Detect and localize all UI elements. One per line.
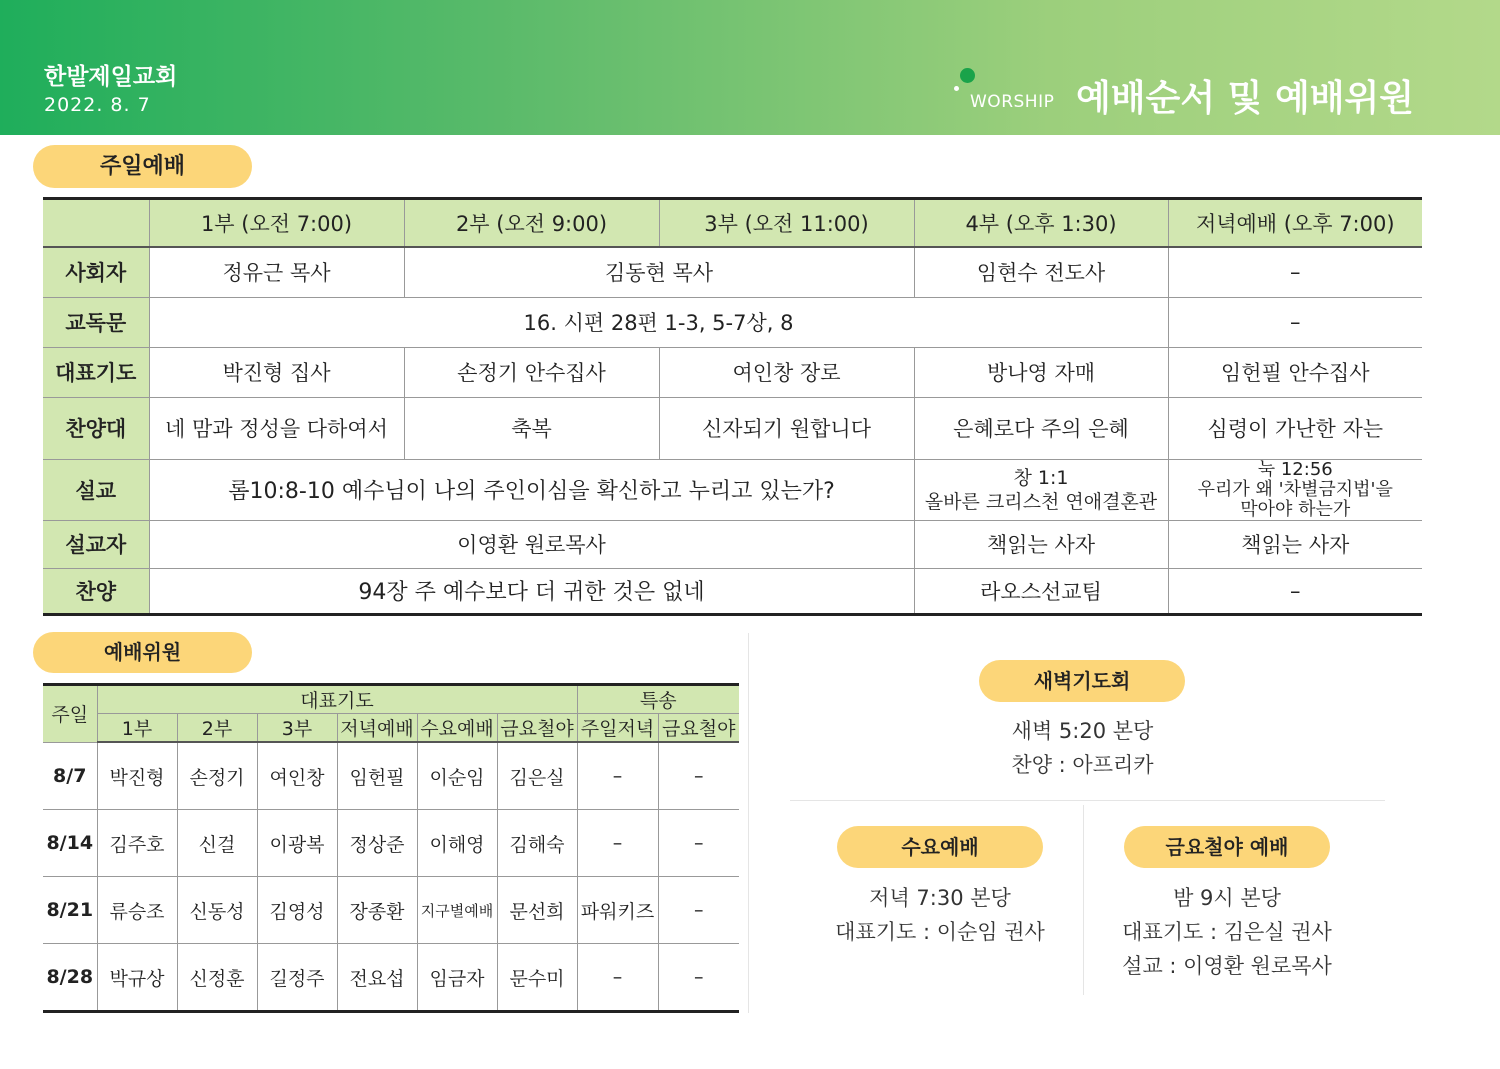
row-label: 사회자 — [43, 247, 149, 297]
table-cell: – — [658, 742, 739, 810]
table-row — [43, 247, 1422, 297]
col-header: 저녁예배 — [337, 714, 417, 743]
row-label: 찬양대 — [43, 397, 149, 459]
table-cell: 정유근 목사 — [149, 247, 404, 297]
committee-table — [43, 683, 739, 1013]
date-cell: 8/21 — [43, 877, 97, 944]
table-row — [43, 742, 739, 810]
friday-service-time: 밤 9시 본당 — [1173, 886, 1281, 910]
table-cell: 여인창 장로 — [659, 347, 914, 397]
table-cell: 김주호 — [97, 810, 177, 877]
white-dot-icon — [954, 86, 959, 91]
table-cell: – — [577, 742, 658, 810]
table-row — [43, 347, 1422, 397]
table-cell: 신정훈 — [177, 944, 257, 1012]
sermon-title: 우리가 왜 '차별금지법'을 — [1197, 478, 1393, 500]
table-cell: 길정주 — [257, 944, 337, 1012]
sermon-verse: 눅 12:56 — [1257, 458, 1333, 480]
wednesday-service-info — [800, 881, 1080, 949]
wednesday-service-time: 저녁 7:30 본당 — [869, 886, 1011, 910]
table-cell: 장종환 — [337, 877, 417, 944]
table-cell: 신동성 — [177, 877, 257, 944]
header-corner — [43, 199, 149, 248]
table-cell: 임헌필 안수집사 — [1168, 347, 1422, 397]
sunday-section-title: 주일예배 — [33, 145, 252, 188]
table-cell: 은혜로다 주의 은혜 — [914, 397, 1168, 459]
table-cell: – — [658, 944, 739, 1012]
table-cell: – — [1168, 297, 1422, 347]
col-header: 주일 — [43, 685, 97, 743]
table-cell — [914, 459, 1168, 520]
page-title: 예배순서 및 예배위원 — [1076, 78, 1415, 119]
table-cell: – — [577, 944, 658, 1012]
table-cell: 방나영 자매 — [914, 347, 1168, 397]
table-cell: 축복 — [404, 397, 659, 459]
table-row — [43, 397, 1422, 459]
table-cell: 김영성 — [257, 877, 337, 944]
table-cell: 임헌필 — [337, 742, 417, 810]
friday-service-title: 금요철야 예배 — [1124, 826, 1330, 868]
sermon-title: 올바른 크리스천 연애결혼관 — [924, 490, 1158, 513]
table-cell: 임현수 전도사 — [914, 247, 1168, 297]
friday-service-prayer: 대표기도 : 김은실 권사 — [1122, 920, 1332, 944]
friday-service-sermon: 설교 : 이영환 원로목사 — [1122, 954, 1332, 978]
table-cell: 박진형 집사 — [149, 347, 404, 397]
dawn-prayer-title: 새벽기도회 — [979, 660, 1185, 702]
table-cell: 류승조 — [97, 877, 177, 944]
table-cell: 책읽는 사자 — [1168, 520, 1422, 568]
friday-service-info — [1087, 881, 1367, 983]
worship-label: WORSHIP — [970, 92, 1055, 112]
table-cell — [1168, 459, 1422, 520]
table-cell: 책읽는 사자 — [914, 520, 1168, 568]
table-cell: 지구별예배 — [417, 877, 497, 944]
row-label: 교독문 — [43, 297, 149, 347]
table-cell: 김은실 — [497, 742, 577, 810]
table-cell: 네 맘과 정성을 다하여서 — [149, 397, 404, 459]
row-label: 대표기도 — [43, 347, 149, 397]
col-header: 주일저녁 — [577, 714, 658, 743]
date-cell: 8/14 — [43, 810, 97, 877]
table-cell: – — [658, 877, 739, 944]
table-cell: 신걸 — [177, 810, 257, 877]
table-cell: – — [1168, 568, 1422, 614]
table-header-row — [43, 199, 1422, 248]
table-cell: 이순임 — [417, 742, 497, 810]
table-cell: 이광복 — [257, 810, 337, 877]
col-header: 금요철야 — [497, 714, 577, 743]
table-row — [43, 877, 739, 944]
table-cell: 롬10:8-10 예수님이 나의 주인이심을 확신하고 누리고 있는가? — [149, 459, 914, 520]
bulletin-date: 2022. 8. 7 — [44, 94, 151, 116]
sermon-title: 막아야 하는가 — [1240, 498, 1351, 520]
table-row — [43, 520, 1422, 568]
col-header: 1부 — [97, 714, 177, 743]
dawn-prayer-time: 새벽 5:20 본당 — [1011, 719, 1154, 743]
dawn-prayer-info — [930, 714, 1235, 782]
table-cell: 박진형 — [97, 742, 177, 810]
table-header-row — [43, 714, 739, 743]
table-cell: 여인창 — [257, 742, 337, 810]
divider — [748, 633, 749, 1013]
table-cell: 문수미 — [497, 944, 577, 1012]
col-header: 3부 (오전 11:00) — [659, 199, 914, 248]
table-cell: 94장 주 예수보다 더 귀한 것은 없네 — [149, 568, 914, 614]
wednesday-service-prayer: 대표기도 : 이순임 권사 — [835, 920, 1045, 944]
table-row — [43, 944, 739, 1012]
committee-section-title: 예배위원 — [33, 632, 252, 673]
row-label: 설교 — [43, 459, 149, 520]
wednesday-service-title: 수요예배 — [837, 826, 1043, 868]
table-cell: 김해숙 — [497, 810, 577, 877]
col-header: 2부 (오전 9:00) — [404, 199, 659, 248]
col-header: 4부 (오후 1:30) — [914, 199, 1168, 248]
row-label: 찬양 — [43, 568, 149, 614]
sunday-service-table — [43, 197, 1422, 616]
table-row — [43, 459, 1422, 520]
col-header: 3부 — [257, 714, 337, 743]
date-cell: 8/28 — [43, 944, 97, 1012]
table-cell: 이해영 — [417, 810, 497, 877]
table-cell: 손정기 안수집사 — [404, 347, 659, 397]
table-cell: – — [658, 810, 739, 877]
col-header: 1부 (오전 7:00) — [149, 199, 404, 248]
col-header: 2부 — [177, 714, 257, 743]
col-header: 수요예배 — [417, 714, 497, 743]
table-row — [43, 810, 739, 877]
table-cell: 전요섭 — [337, 944, 417, 1012]
table-cell: 심령이 가난한 자는 — [1168, 397, 1422, 459]
table-cell: 박규상 — [97, 944, 177, 1012]
table-cell: 임금자 — [417, 944, 497, 1012]
col-group-header: 특송 — [577, 685, 739, 714]
date-cell: 8/7 — [43, 742, 97, 810]
header-banner — [0, 0, 1500, 135]
church-name: 한밭제일교회 — [44, 64, 178, 90]
row-label: 설교자 — [43, 520, 149, 568]
table-row — [43, 297, 1422, 347]
table-cell: 16. 시편 28편 1-3, 5-7상, 8 — [149, 297, 1168, 347]
table-cell: 라오스선교팀 — [914, 568, 1168, 614]
col-header: 저녁예배 (오후 7:00) — [1168, 199, 1422, 248]
table-cell: 신자되기 원합니다 — [659, 397, 914, 459]
green-dot-icon — [960, 68, 975, 83]
table-cell: 이영환 원로목사 — [149, 520, 914, 568]
dawn-prayer-hymn: 찬양 : 아프리카 — [1011, 753, 1154, 777]
table-cell: 파워키즈 — [577, 877, 658, 944]
col-group-header: 대표기도 — [97, 685, 577, 714]
sermon-verse: 창 1:1 — [1013, 466, 1069, 489]
table-cell: 김동현 목사 — [404, 247, 914, 297]
table-cell: 정상준 — [337, 810, 417, 877]
table-row — [43, 568, 1422, 614]
divider — [1083, 805, 1084, 995]
divider — [790, 800, 1385, 801]
table-cell: – — [1168, 247, 1422, 297]
table-cell: 문선희 — [497, 877, 577, 944]
table-cell: – — [577, 810, 658, 877]
table-header-row — [43, 685, 739, 714]
col-header: 금요철야 — [658, 714, 739, 743]
table-cell: 손정기 — [177, 742, 257, 810]
